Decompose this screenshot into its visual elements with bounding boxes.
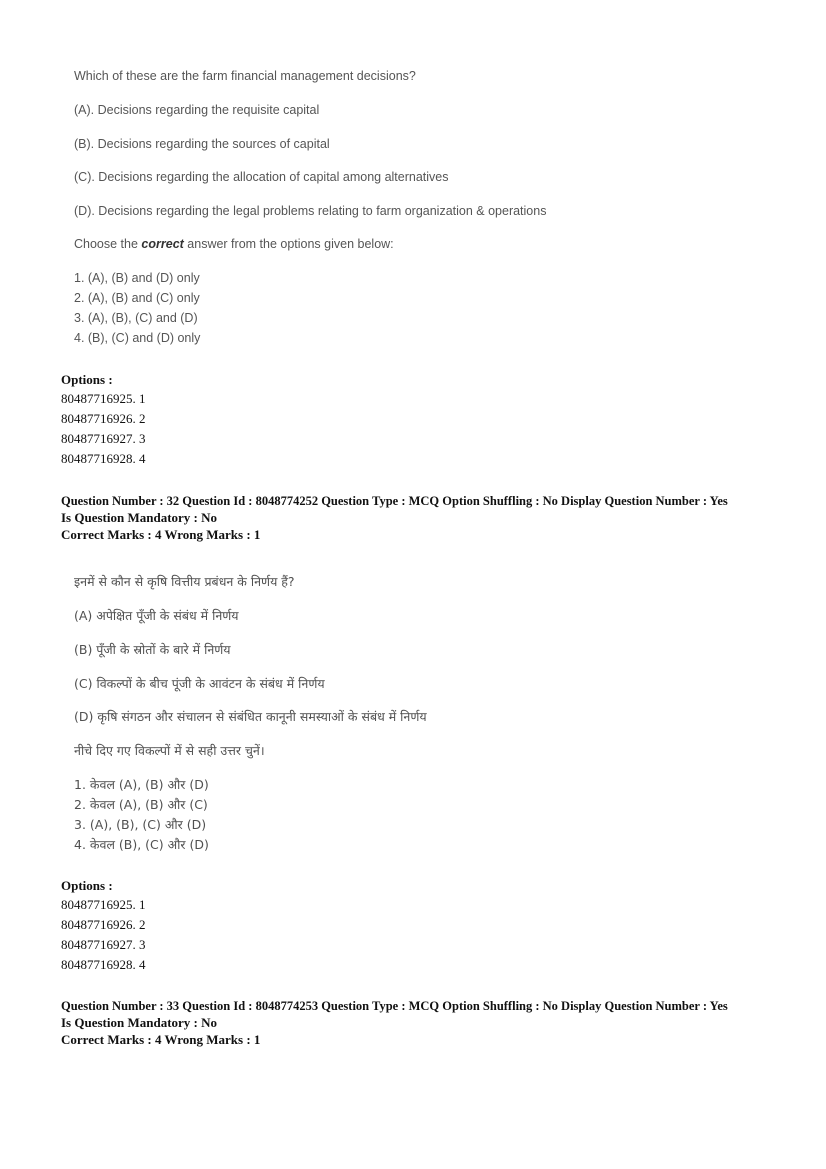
statement-d: (D). Decisions regarding the legal problems relating to farm organization & operations — [74, 204, 547, 218]
option-id-3: 80487716927. 3 — [61, 937, 146, 952]
statement-b-hindi: (B) पूँजी के स्रोतों के बारे में निर्णय — [74, 642, 231, 657]
statement-a: (A). Decisions regarding the requisite capital — [74, 103, 320, 117]
option-id-1: 80487716925. 1 — [61, 391, 146, 406]
statement-a-hindi: (A) अपेक्षित पूँजी के संबंध में निर्णय — [74, 608, 239, 623]
choice-4: 4. (B), (C) and (D) only — [74, 331, 201, 345]
statement-c: (C). Decisions regarding the allocation of capital among alternatives — [74, 170, 449, 184]
choice-4-hindi: 4. केवल (B), (C) और (D) — [74, 837, 209, 852]
option-id-2: 80487716926. 2 — [61, 917, 146, 932]
statement-d-hindi: (D) कृषि संगठन और संचालन से संबंधित कानूनी समस्याओं के संबंध में निर्णय — [74, 709, 427, 724]
option-id-4: 80487716928. 4 — [61, 451, 146, 466]
question-text: Which of these are the farm financial management decisions? — [74, 69, 416, 83]
question-32-mandatory: Is Question Mandatory : No — [61, 510, 218, 525]
choice-1: 1. (A), (B) and (D) only — [74, 271, 200, 285]
statement-c-hindi: (C) विकल्पों के बीच पूंजी के आवंटन के संबंध में निर्णय — [74, 676, 325, 691]
option-id-4: 80487716928. 4 — [61, 957, 146, 972]
question-33-header: Question Number : 33 Question Id : 8048774253 Question Type : MCQ Option Shuffling : No Display Question Number : Yes — [61, 999, 728, 1013]
choice-3: 3. (A), (B), (C) and (D) — [74, 311, 198, 325]
question-32-header: Question Number : 32 Question Id : 8048774252 Question Type : MCQ Option Shuffling : No Display Question Number : Yes — [61, 494, 728, 508]
question-text-hindi: इनमें से कौन से कृषि वित्तीय प्रबंधन के निर्णय हैं? — [74, 574, 295, 589]
option-id-2: 80487716926. 2 — [61, 411, 146, 426]
option-id-1: 80487716925. 1 — [61, 897, 146, 912]
choice-2-hindi: 2. केवल (A), (B) और (C) — [74, 797, 208, 812]
question-33-marks: Correct Marks : 4 Wrong Marks : 1 — [61, 1032, 261, 1047]
option-id-3: 80487716927. 3 — [61, 431, 146, 446]
options-label: Options : — [61, 372, 113, 387]
question-33-mandatory: Is Question Mandatory : No — [61, 1015, 218, 1030]
question-32-marks: Correct Marks : 4 Wrong Marks : 1 — [61, 527, 261, 542]
choice-2: 2. (A), (B) and (C) only — [74, 291, 200, 305]
options-label: Options : — [61, 878, 113, 893]
statement-b: (B). Decisions regarding the sources of capital — [74, 137, 330, 151]
instruction-hindi: नीचे दिए गए विकल्पों में से सही उत्तर चुनें। — [74, 743, 265, 758]
choice-1-hindi: 1. केवल (A), (B) और (D) — [74, 777, 209, 792]
instruction: Choose the correct answer from the options given below: — [74, 237, 394, 251]
choice-3-hindi: 3. (A), (B), (C) और (D) — [74, 817, 207, 832]
